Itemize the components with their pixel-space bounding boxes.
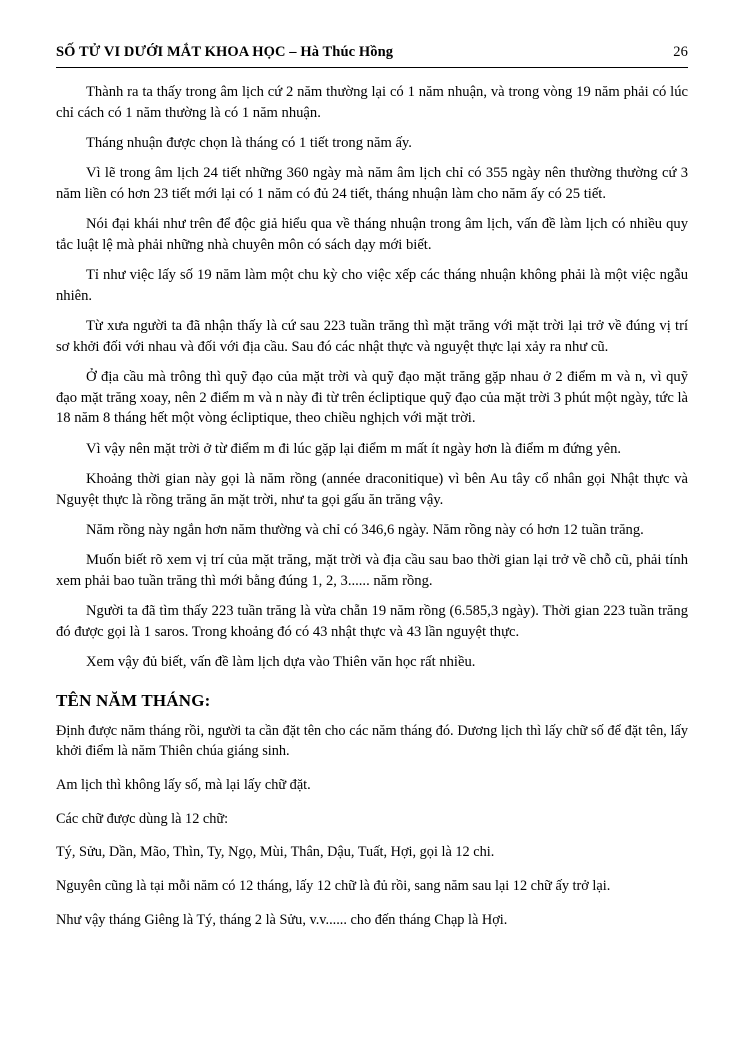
paragraph: Nói đại khái như trên để độc giả hiểu qua về tháng nhuận trong âm lịch, vấn đề làm lịch có nhiều quy tắc luật lệ mà phải những nhà chuyên môn có sách dạy mới biết. — [56, 216, 688, 253]
section-heading: TÊN NĂM THÁNG: — [56, 690, 211, 710]
section-body — [56, 721, 688, 931]
paragraph: Các chữ được dùng là 12 chữ: — [56, 810, 229, 827]
paragraph: Thành ra ta thấy trong âm lịch cứ 2 năm thường lại có 1 năm nhuận, và trong vòng 19 năm phải có lúc chỉ cách có 1 năm thường là có 1 năm nhuận. — [56, 84, 688, 121]
paragraph: Vì vậy nên mặt trời ở từ điểm m đi lúc gặp lại điểm m mất ít ngày hơn là điểm m đứng yên. — [86, 440, 622, 457]
header-page-number: 26 — [673, 44, 688, 60]
paragraph: Từ xưa người ta đã nhận thấy là cứ sau 223 tuần trăng thì mặt trăng với mặt trời lại trở về đúng vị trí sơ khởi đối với nhau và đối với địa cầu. Sau đó các nhật thực và nguyệt thực lại xảy ra như cũ. — [56, 317, 688, 355]
page-header — [56, 44, 688, 67]
paragraph: Muốn biết rõ xem vị trí của mặt trăng, mặt trời và địa cầu sau bao thời gian lại trở về chỗ cũ, phải tính xem phải bao tuần trăng thì mới bằng đúng 1, 2, 3...... năm rồng. — [56, 551, 688, 589]
paragraph: Năm rồng này ngắn hơn năm thường và chỉ có 346,6 ngày. Năm rồng này có hơn 12 tuần trăng. — [86, 521, 644, 538]
paragraph: Xem vậy đủ biết, vấn đề làm lịch dựa vào Thiên văn học rất nhiều. — [86, 653, 476, 670]
paragraph: Tý, Sửu, Dần, Mão, Thìn, Ty, Ngọ, Mùi, Thân, Dậu, Tuất, Hợi, gọi là 12 chi. — [56, 844, 495, 861]
paragraph: Tháng nhuận được chọn là tháng có 1 tiết trong năm ấy. — [86, 134, 412, 151]
paragraph: Am lịch thì không lấy số, mà lại lấy chữ đặt. — [56, 776, 311, 793]
paragraph: Định được năm tháng rồi, người ta cần đặt tên cho các năm tháng đó. Dương lịch thì lấy chữ số để đặt tên, lấy khởi điểm là năm Thiên chúa giáng sinh. — [56, 722, 688, 760]
header-title: SỐ TỬ VI DƯỚI MẮT KHOA HỌC – Hà Thúc Hồng — [56, 44, 394, 60]
paragraph: Như vậy tháng Giêng là Tý, tháng 2 là Sửu, v.v...... cho đến tháng Chạp là Hợi. — [56, 911, 508, 928]
paragraph: Nguyên cũng là tại mỗi năm có 12 tháng, lấy 12 chữ là đủ rồi, sang năm sau lại 12 chữ ấy trở lại. — [56, 878, 611, 895]
paragraph: Tỉ như việc lấy số 19 năm làm một chu kỳ cho việc xếp các tháng nhuận không phải là một việc ngẫu nhiên. — [56, 267, 688, 304]
header-divider — [56, 67, 688, 68]
paragraph: Vì lẽ trong âm lịch 24 tiết những 360 ngày mà năm âm lịch chỉ có 355 ngày nên thường thường cứ 3 năm liền có hơn 23 tiết mới lại có 1 năm có đủ 24 tiết, tháng nhuận làm cho năm ấy có 25 tiết. — [56, 165, 688, 202]
body-text — [56, 82, 688, 673]
paragraph: Người ta đã tìm thấy 223 tuần trăng là vừa chẵn 19 năm rồng (6.585,3 ngày). Thời gian 223 tuần trăng đó được gọi là 1 saros. Trong khoảng đó có 43 nhật thực và 43 lần nguyệt thực. — [56, 602, 688, 640]
paragraph: Khoảng thời gian này gọi là năm rồng (année draconitique) vì bên Au tây cổ nhân gọi Nhật thực và Nguyệt thực là rồng trăng ăn mặt trời, như ta gọi gấu ăn trăng vậy. — [56, 470, 688, 508]
paragraph: Ở địa cầu mà trông thì quỹ đạo của mặt trời và quỹ đạo mặt trăng gặp nhau ở 2 điểm m và n, vì quỹ đạo mặt trăng xoay, nên 2 điểm m và n này đi từ trên écliptique quỹ đạo của mặt trời 3 phút một ngày, tức là 18 năm 8 tháng hết một vòng écliptique, theo chiều nghịch với mặt trời. — [56, 368, 688, 427]
